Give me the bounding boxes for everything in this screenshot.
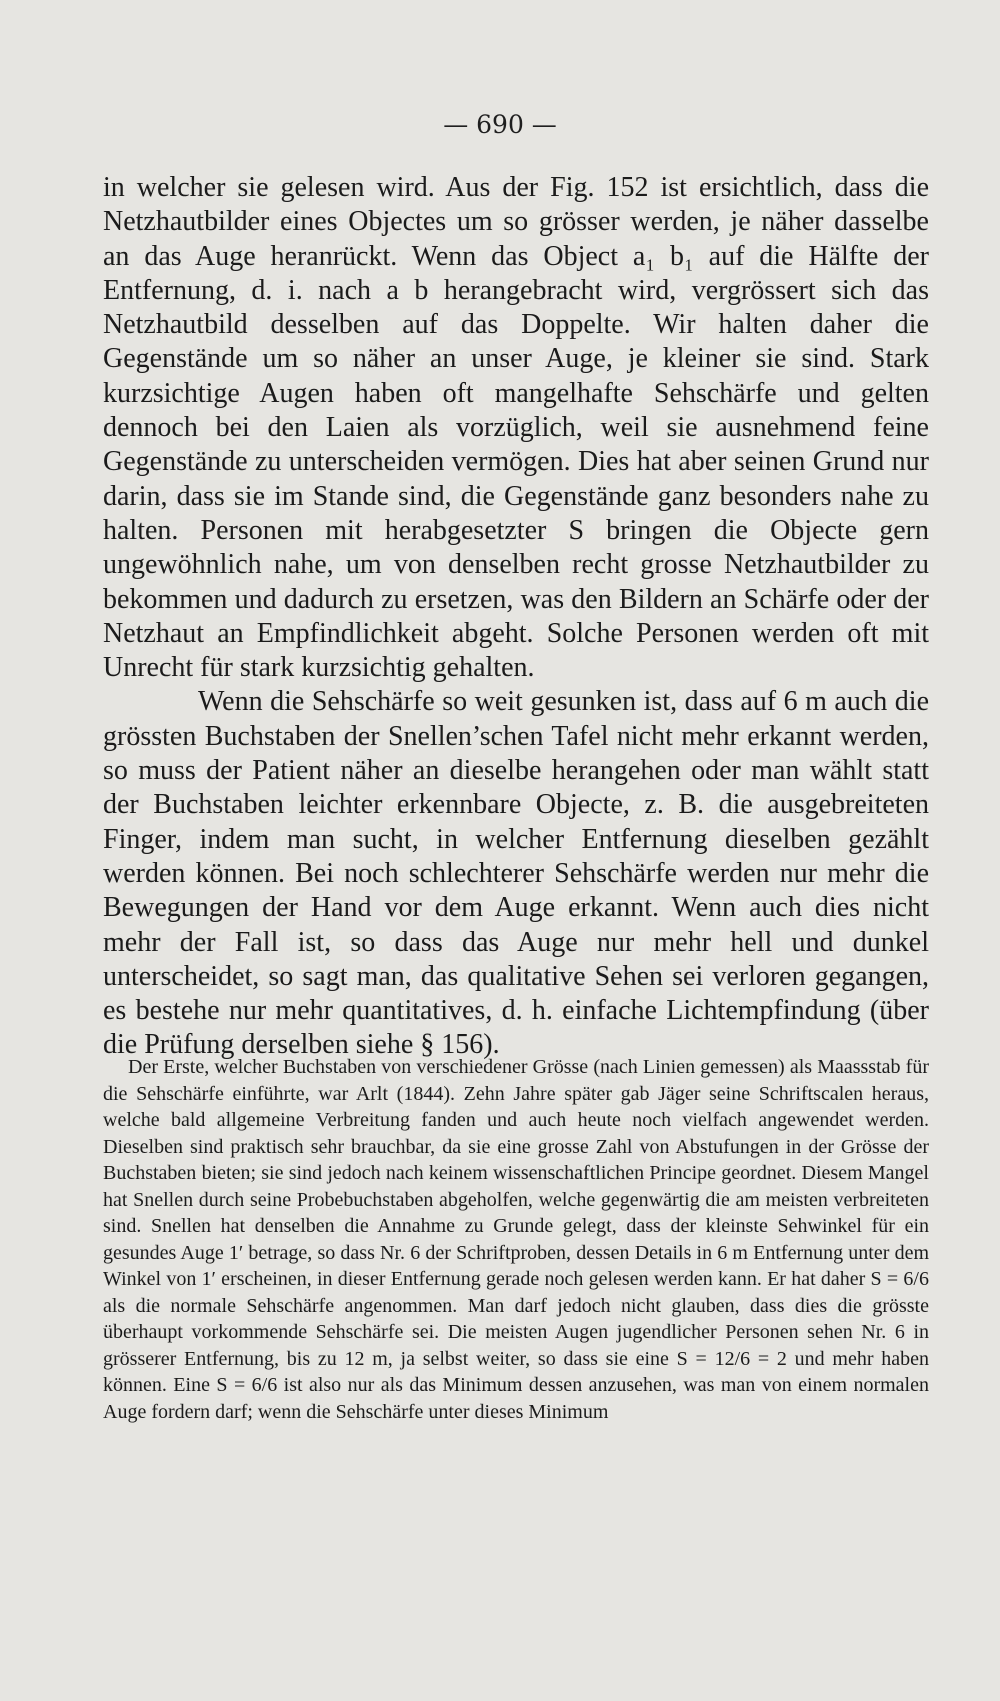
note-paragraph: Der Erste, welcher Buchstaben von verschiedener Grösse (nach Linien gemessen) als Maassstab für die Sehschärfe einführte, war Arlt (1844). Zehn Jahre später gab Jäger seine Schriftscalen heraus, welche bald allgemeine Verbreitung fanden und auch heute noch vielfach angewendet werden. Dieselben sind praktisch sehr brauchbar, da sie eine grosse Zahl von Abstufungen in der Grösse der Buchstaben bieten; sie sind jedoch nach keinem wissenschaftlichen Principe geordnet. Diesem Mangel hat Snellen durch seine Probebuchstaben abgeholfen, welche gegenwärtig die am meisten verbreiteten sind. Snellen hat denselben die Annahme zu Grunde gelegt, dass der kleinste Sehwinkel für ein gesundes Auge 1′ betrage, so dass Nr. 6 der Schriftproben, dessen Details in 6 m Entfernung unter dem Winkel von 1′ erscheinen, in dieser Entfernung gerade noch gelesen werden kann. Er hat daher S = 6/6 als die normale Sehschärfe angenommen. Man darf jedoch nicht glauben, dass dies die grösste überhaupt vorkommende Sehschärfe sei. Die meisten Augen jugendlicher Personen sehen Nr. 6 in grösserer Entfernung, bis zu 12 m, ja selbst weiter, so dass sie eine S = 12/6 = 2 und mehr haben können. Eine S = 6/6 ist also nur als das Minimum dessen anzusehen, was man von einem normalen Auge fordern darf; wenn die Sehschärfe unter dieses Minimum [103,1056,929,1423]
paragraph-2: Wenn die Sehschärfe so weit gesunken ist, dass auf 6 m auch die grössten Buchstaben der Snellen’schen Tafel nicht mehr erkannt werden, so muss der Patient näher an dieselbe herangehen oder man wählt statt der Buchstaben leichter erkennbare Objecte, z. B. die ausgebreiteten Finger, indem man sucht, in welcher Entfernung dieselben gezählt werden können. Bei noch schlechterer Sehschärfe werden nur mehr die Bewegungen der Hand vor dem Auge erkannt. Wenn auch dies nicht mehr der Fall ist, so dass das Auge nur mehr hell und dunkel unterscheidet, so sagt man, das qualitative Sehen sei verloren gegangen, es bestehe nur mehr quantitatives, d. h. einfache Lichtempfindung (über die Prüfung derselben siehe § 156). [103,686,929,1061]
paragraph-1: in welcher sie gelesen wird. Aus der Fig. 152 ist ersichtlich, dass die Netzhautbilder eines Objectes um so grösser werden, je näher dasselbe an das Auge heranrückt. Wenn das Object a₁ b₁ auf die Hälfte der Entfernung, d. i. nach a b herangebracht wird, vergrössert sich das Netzhautbild desselben auf das Doppelte. Wir halten daher die Gegenstände um so näher an unser Auge, je kleiner sie sind. Stark kurzsichtige Augen haben oft mangelhafte Sehschärfe und gelten dennoch bei den Laien als vorzüglich, weil sie ausnehmend feine Gegenstände zu unterscheiden vermögen. Dies hat aber seinen Grund nur darin, dass sie im Stande sind, die Gegenstände ganz besonders nahe zu halten. Personen mit herabgesetzter S bringen die Objecte gern ungewöhnlich nahe, um von denselben recht grosse Netzhautbilder zu bekommen und dadurch zu ersetzen, was den Bildern an Schärfe oder der Netzhaut an Empfindlichkeit abgeht. Solche Personen werden oft mit Unrecht für stark kurzsichtig gehalten. [103,172,929,684]
page-number: — 690 — [443,110,557,139]
main-text [103,171,929,1063]
small-print-note [103,1054,929,1425]
